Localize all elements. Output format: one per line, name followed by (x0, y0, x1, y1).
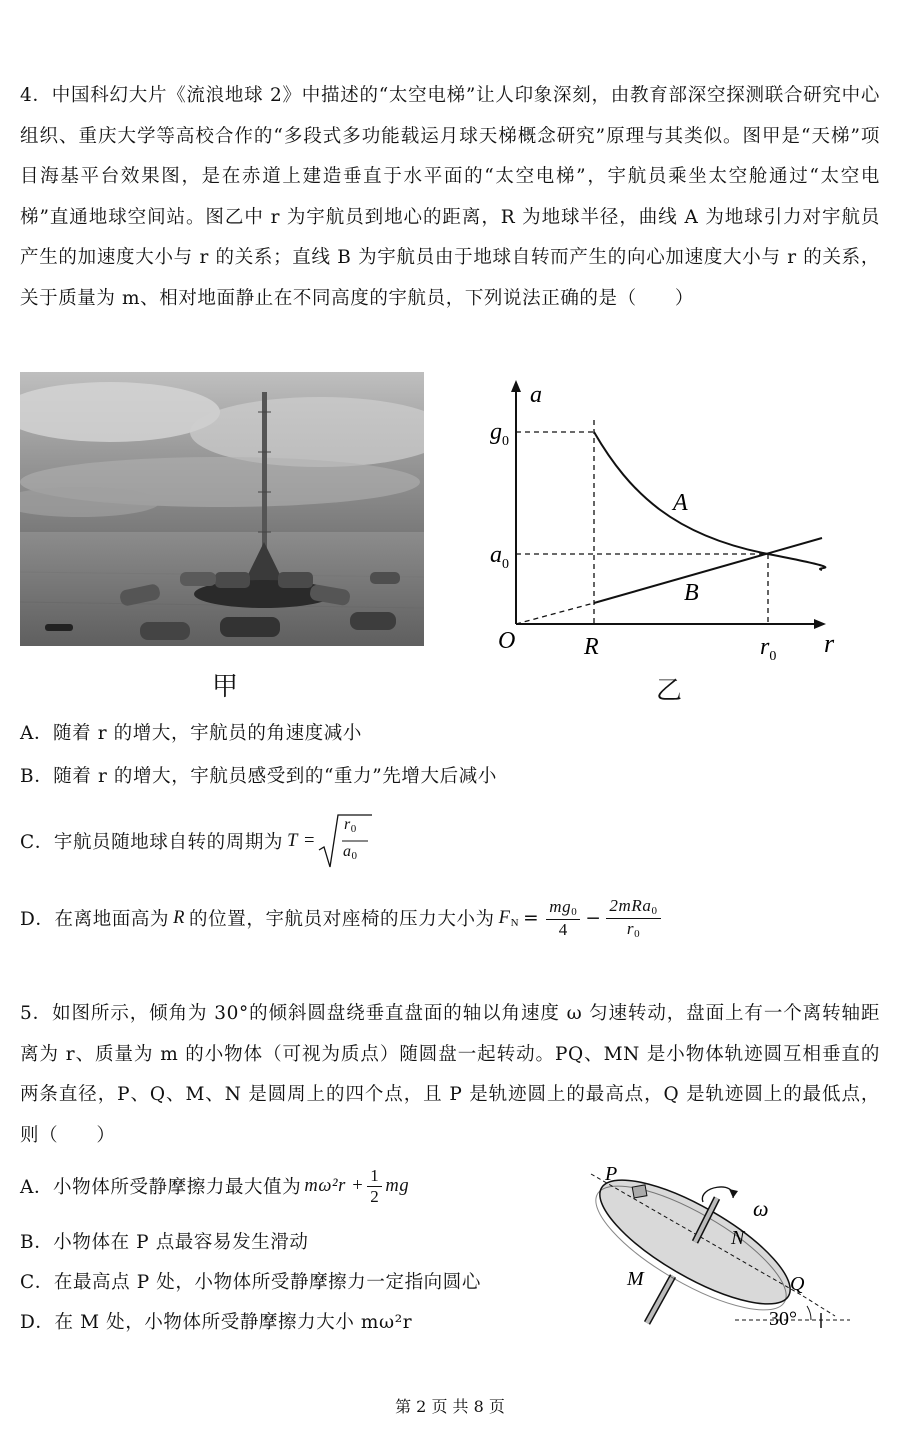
label-angle: 30° (769, 1308, 797, 1330)
page-footer: 第 2 页 共 8 页 (395, 1397, 505, 1416)
label-M: M (627, 1268, 644, 1290)
origin-label: O (498, 628, 516, 654)
label-N: N (731, 1227, 745, 1249)
inclined-disk-figure (585, 1158, 855, 1330)
q4-stem: 4．中国科幻大片《流浪地球 2》中描述的“太空电梯”让人印象深刻，由教育部深空探测联合研究中心组织、重庆大学等高校合作的“多段式多功能载运月球天梯概念研究”原理与其类似。图甲是“天梯”项目海基平台效果图，是在赤道上建造垂直于水平面的“太空电梯”，宇航员乘坐太空舱通过“太空电梯”直通地球空间站。图乙中 r 为宇航员到地心的距离，R 为地球半径，曲线 A 为地球引力对宇航员产生的加速度大小与 r 的关系；直线 B 为宇航员由于地球自转而产生的向心加速度大小与 r 的关系，关于质量为 m、相对地面静止在不同高度的宇航员，下列说法正确的是（ ） (20, 85, 880, 309)
line-b (594, 538, 822, 603)
curve-a-label: A (673, 490, 688, 516)
small-block (632, 1185, 647, 1198)
q4-option-b: B．随着 r 的增大，宇航员感受到的“重力”先增大后减小 (20, 766, 497, 787)
g0-label: $g_0$ (490, 419, 509, 449)
line-b-label: B (684, 580, 699, 606)
label-P: P (605, 1163, 618, 1185)
radius-R-label: R (584, 634, 599, 660)
label-omega: ω (753, 1196, 769, 1221)
space-elevator-photo (20, 372, 424, 646)
y-axis-label: a (530, 382, 542, 408)
q5-stem: 5．如图所示，倾角为 30°的倾斜圆盘绕垂直盘面的轴以角速度 ω 匀速转动，盘面上有一个离转轴距离为 r、质量为 m 的小物体（可视为质点）随圆盘一起转动。PQ、MN 是小物体轨迹圆互相垂直的两条直径，P、Q、M、N 是圆周上的四个点，且 P 是轨迹圆上的最高点，Q 是轨迹圆上的最低点，则（ ） (20, 1003, 880, 1146)
q4-option-a: A．随着 r 的增大，宇航员的角速度减小 (20, 723, 362, 744)
q5-option-d: D．在 M 处，小物体所受静摩擦力大小 mω²r (20, 1312, 413, 1333)
acceleration-graph (470, 376, 850, 676)
caption-jia: 甲 (212, 672, 239, 702)
label-Q: Q (790, 1273, 805, 1295)
q5-option-c: C．在最高点 P 处，小物体所受静摩擦力一定指向圆心 (20, 1272, 481, 1293)
q4-option-d: D．在离地面高为 R 的位置，宇航员对座椅的压力大小为 $F_N$ = $\frac{mg_0}{4}$ − $\frac{2mRa_0}{r_0}$ (20, 896, 664, 940)
r0-label: $r_0$ (760, 634, 777, 664)
sqrt-expression: $r_0$ $a_0$ (318, 812, 372, 870)
q5-option-a: A．小物体所受静摩擦力最大值为 mω²r + $\frac{1}{2}$ mg (20, 1166, 410, 1206)
q5-option-b: B．小物体在 P 点最容易发生滑动 (20, 1232, 309, 1253)
curve-a (594, 432, 825, 570)
q4-option-c: C．宇航员随地球自转的周期为 T = $r_0$ $a_0$ (20, 812, 372, 870)
a0-label: $a_0$ (490, 542, 509, 572)
x-axis-label: r (824, 629, 835, 658)
caption-yi: 乙 (656, 676, 683, 706)
